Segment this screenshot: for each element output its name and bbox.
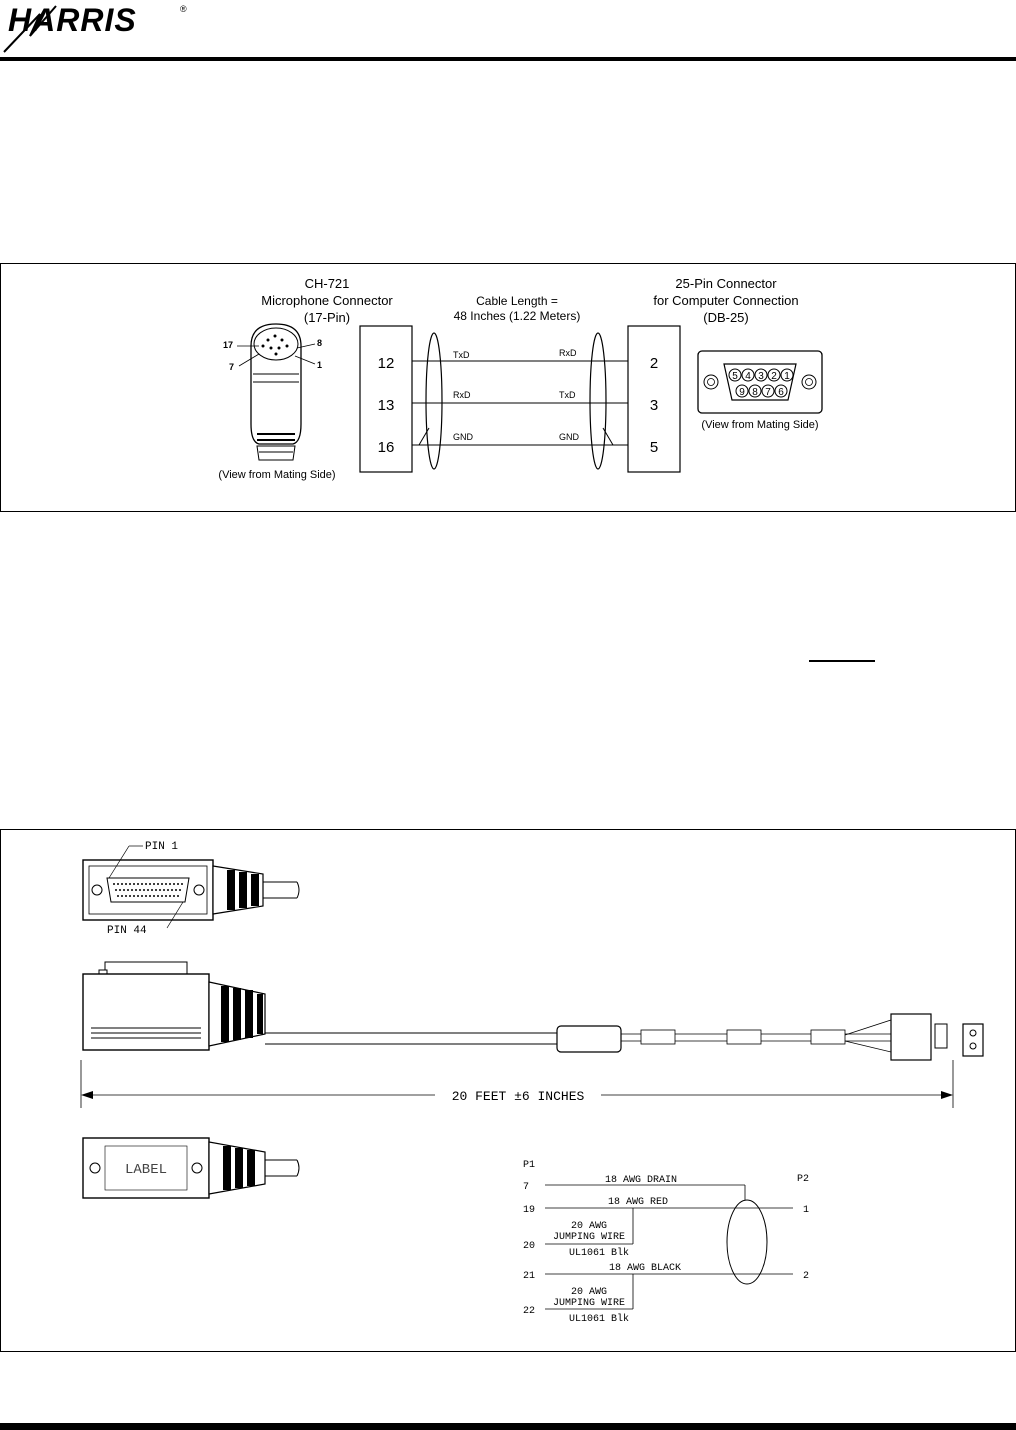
- db-pin-number: 6: [778, 387, 784, 398]
- wire-3-left-label: GND: [453, 432, 473, 442]
- jumper2-line1: 20 AWG: [570, 1287, 608, 1298]
- db-title-3: (DB-25): [703, 310, 749, 325]
- length-dimension: 20 FEET ±6 INCHES: [451, 1089, 585, 1104]
- wire-2-left-label: RxD: [453, 390, 471, 400]
- db-view-caption: (View from Mating Side): [701, 419, 819, 431]
- jumper2-line2: JUMPING WIRE: [552, 1298, 626, 1309]
- wire-1-right-label: RxD: [559, 348, 577, 358]
- left-pin-16: 16: [377, 439, 395, 456]
- cable-length-2: 48 Inches (1.22 Meters): [453, 309, 581, 323]
- p1-pin-19: 19: [523, 1205, 536, 1216]
- jumper1-type: UL1061 Blk: [569, 1248, 630, 1259]
- right-pin-2: 2: [649, 355, 659, 372]
- label-text: LABEL: [124, 1162, 168, 1178]
- p1-pin-22: 22: [523, 1306, 536, 1317]
- figure-cable-assembly: [0, 829, 1016, 1352]
- mic-pin-7: 7: [229, 362, 235, 372]
- db-pin-number: 2: [771, 371, 777, 382]
- p1-label: P1: [523, 1160, 536, 1171]
- db-pin-number: 1: [784, 371, 790, 382]
- footer-rule: [0, 1423, 1016, 1430]
- db-pin-number: 5: [732, 371, 738, 382]
- serial-cable-diagram: [1, 264, 1016, 513]
- right-pin-5: 5: [649, 439, 659, 456]
- right-pin-3: 3: [649, 397, 659, 414]
- db-connector-icon: [698, 351, 822, 413]
- p1-pin-21: 21: [523, 1271, 536, 1282]
- pin1-label: PIN 1: [145, 841, 179, 853]
- text-underline: [809, 660, 875, 662]
- side-connector-icon: [83, 962, 983, 1060]
- wire-black-label: 18 AWG BLACK: [608, 1263, 682, 1274]
- mic-title-2: Microphone Connector: [261, 293, 393, 308]
- db-pin-number: 7: [765, 387, 771, 398]
- db-title-2: for Computer Connection: [653, 293, 799, 308]
- mic-pin-17: 17: [223, 340, 234, 350]
- mic-pin-8: 8: [317, 338, 323, 348]
- db-top-pins: [729, 369, 793, 382]
- p2-pin-2: 2: [803, 1271, 810, 1282]
- jumper1-line2: JUMPING WIRE: [552, 1232, 626, 1243]
- mic-title-1: CH-721: [304, 276, 350, 291]
- db-pin-number: 9: [739, 387, 745, 398]
- wire-drain-label: 18 AWG DRAIN: [604, 1175, 678, 1186]
- registered-mark: ®: [180, 4, 187, 14]
- jumper1-line1: 20 AWG: [570, 1221, 608, 1232]
- left-pin-12: 12: [377, 355, 395, 372]
- mic-view-caption: (View from Mating Side): [218, 469, 336, 481]
- db-pin-number: 4: [745, 371, 751, 382]
- p1-pin-20: 20: [523, 1241, 536, 1252]
- wire-red-label: 18 AWG RED: [607, 1197, 669, 1208]
- wire-2-right-label: TxD: [559, 390, 576, 400]
- p1-pin-7: 7: [523, 1182, 530, 1193]
- mic-title-3: (17-Pin): [303, 310, 351, 325]
- cable-assembly-diagram: [1, 830, 1016, 1353]
- p2-pin-1: 1: [803, 1205, 810, 1216]
- wire-1-left-label: TxD: [453, 350, 470, 360]
- wire-3-right-label: GND: [559, 432, 579, 442]
- twisted-pair-shield-icon: [727, 1200, 767, 1284]
- mic-connector-icon: [237, 324, 315, 460]
- figure-serial-cable: [0, 263, 1016, 512]
- mic-pin-1: 1: [317, 360, 323, 370]
- db-title-1: 25-Pin Connector: [675, 276, 777, 291]
- top-connector-icon: [83, 846, 299, 928]
- left-pin-13: 13: [377, 397, 395, 414]
- jumper2-type: UL1061 Blk: [569, 1314, 630, 1325]
- p2-label: P2: [797, 1174, 810, 1185]
- db-pin-number: 3: [758, 371, 764, 382]
- header-rule: [0, 57, 1016, 61]
- harris-logo: HARRIS: [8, 2, 137, 38]
- pin44-label: PIN 44: [107, 925, 147, 937]
- shield-right-icon: [590, 333, 606, 469]
- shield-left-icon: [426, 333, 442, 469]
- bottom-connector-icon: [83, 1138, 299, 1198]
- cable-length-1: Cable Length =: [476, 294, 558, 308]
- db-pin-number: 8: [752, 387, 758, 398]
